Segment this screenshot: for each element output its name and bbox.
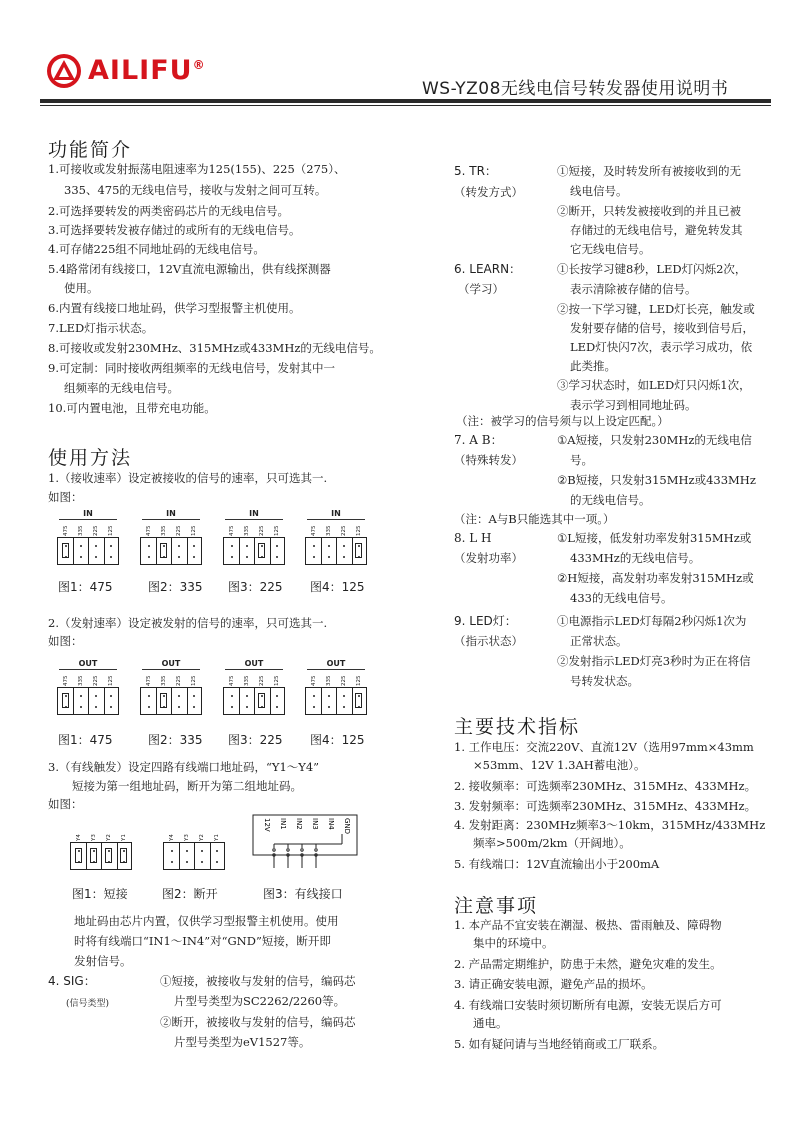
switch-pin-label: 125 bbox=[191, 675, 197, 686]
switch-divider bbox=[73, 687, 74, 715]
port-label: IN2 bbox=[295, 818, 303, 830]
list-item: 2. 产品需定期维护，防患于未然，避免灾难的发生。 bbox=[454, 957, 722, 971]
list-item: 3.可选择要转发被存储过的或所有的无线电信号。 bbox=[48, 223, 301, 237]
switch-title: OUT bbox=[161, 659, 181, 668]
sig-line: 片型号类型为SC2262/2260等。 bbox=[174, 994, 346, 1008]
figure-caption: 图2：335 bbox=[148, 733, 203, 747]
dip-switch-figure bbox=[305, 509, 367, 567]
switch-pin-label: 335 bbox=[161, 675, 167, 686]
switch-pin bbox=[110, 695, 112, 697]
switch-pin bbox=[231, 706, 233, 708]
switch-pin bbox=[193, 695, 195, 697]
tr-label: 5. TR： bbox=[454, 164, 497, 178]
switch-pin bbox=[80, 545, 82, 547]
switch-pin bbox=[80, 556, 82, 558]
list-item: 9.可定制：同时接收两组频率的无线电信号，发射其中一 bbox=[48, 361, 335, 375]
switch-pin bbox=[343, 556, 345, 558]
notes-list bbox=[454, 918, 722, 1057]
switch-pin bbox=[80, 706, 82, 708]
list-item: 2. 接收频率：可选频率230MHz、315MHz、433MHz。 bbox=[454, 779, 757, 793]
switch-pin-label: 475 bbox=[63, 525, 69, 536]
dip-switch-figure bbox=[140, 659, 202, 717]
header-rule-thick bbox=[40, 99, 771, 103]
switch-pin bbox=[246, 695, 248, 697]
features-list bbox=[48, 162, 381, 421]
switch-pin bbox=[343, 706, 345, 708]
switch-divider bbox=[239, 537, 240, 565]
figure-caption: 图1：475 bbox=[58, 580, 113, 594]
switch-pin-label: 335 bbox=[244, 525, 250, 536]
list-item: 5. 有线端口：12V直流输出小于200mA bbox=[454, 857, 660, 871]
usage-p3-line3: 如图： bbox=[48, 797, 83, 811]
switch-pin-label: 475 bbox=[146, 525, 152, 536]
switch-pin bbox=[328, 556, 330, 558]
jumper-cap bbox=[355, 543, 362, 558]
list-item: 7.LED灯指示状态。 bbox=[48, 321, 154, 335]
led-line: ①电源指示LED灯每隔2秒闪烁1次为 bbox=[557, 614, 747, 628]
figure-caption: 图3：有线接口 bbox=[263, 887, 343, 901]
logo-emblem-icon bbox=[46, 53, 82, 89]
tr-line: ②断开，只转发被接收到的并且已被 bbox=[557, 204, 741, 218]
figure-caption: 图1：短接 bbox=[72, 887, 128, 901]
lh-line: 433的无线电信号。 bbox=[570, 591, 673, 605]
lh-sublabel: （发射功率） bbox=[454, 551, 523, 565]
switch-pin-label: 335 bbox=[326, 525, 332, 536]
switch-divider bbox=[336, 537, 337, 565]
list-item: ×53mm、12V 1.3AH蓄电池）。 bbox=[473, 758, 646, 772]
led-line: ②发射指示LED灯亮3秒时为正在将信 bbox=[557, 654, 751, 668]
switch-pin bbox=[246, 706, 248, 708]
sig-line: 片型号类型为eV1527等。 bbox=[174, 1035, 311, 1049]
switch-pin-label: 335 bbox=[161, 525, 167, 536]
switch-pin-label: 475 bbox=[63, 675, 69, 686]
list-item: 3. 请正确安装电源，避免产品的损坏。 bbox=[454, 977, 653, 991]
switch-pin bbox=[95, 545, 97, 547]
learn-line: ②按一下学习键，LED灯长亮，触发或 bbox=[557, 302, 755, 316]
list-item: 频率>500m/2km（开阔地）。 bbox=[473, 836, 631, 850]
switch-divider bbox=[270, 687, 271, 715]
port-label: GND bbox=[343, 818, 351, 835]
switch-divider bbox=[88, 537, 89, 565]
list-item: 4. 有线端口安装时须切断所有电源，安装无误后方可 bbox=[454, 998, 722, 1012]
switch-pin-label: 225 bbox=[341, 525, 347, 536]
port-label: IN3 bbox=[311, 818, 319, 830]
lh-lines bbox=[557, 531, 754, 611]
figure-caption: 图2：断开 bbox=[162, 887, 218, 901]
tr-line: 它无线电信号。 bbox=[570, 242, 651, 256]
switch-pin bbox=[276, 706, 278, 708]
switch-pin-label: 225 bbox=[341, 675, 347, 686]
list-item: 通电。 bbox=[473, 1016, 508, 1030]
port-label: 12V bbox=[263, 818, 271, 832]
figure-caption: 图3：225 bbox=[228, 580, 283, 594]
switch-pin bbox=[178, 545, 180, 547]
switch-pin-label: 475 bbox=[311, 525, 317, 536]
learn-sublabel: （学习） bbox=[458, 282, 504, 296]
switch-divider bbox=[239, 687, 240, 715]
switch-pin-label: Y1 bbox=[214, 834, 220, 841]
learn-line: ①长按学习键8秒，LED灯闪烁2次， bbox=[557, 262, 747, 276]
ab-sublabel: （特殊转发） bbox=[454, 453, 523, 467]
switch-title: OUT bbox=[326, 659, 346, 668]
switch-pin bbox=[80, 695, 82, 697]
jumper-cap bbox=[355, 693, 362, 708]
switch-pin-label: 125 bbox=[274, 525, 280, 536]
list-item: 4. 发射距离：230MHz频率3～10km，315MHz/433MHz bbox=[454, 818, 766, 832]
switch-pin-label: 475 bbox=[311, 675, 317, 686]
ab-line: ②B短接，只发射315MHz或433MHz bbox=[557, 473, 756, 487]
lh-line: ②H短接，高发射功率发射315MHz或 bbox=[557, 571, 754, 585]
jumper-cap bbox=[105, 848, 112, 863]
switch-pin-label: Y2 bbox=[106, 834, 112, 841]
section-title-specs: 主要技术指标 bbox=[454, 716, 581, 738]
address-note-line1: 地址码由芯片内置，仅供学习型报警主机使用。使用 bbox=[74, 914, 339, 928]
switch-divider bbox=[352, 687, 353, 715]
switch-pin bbox=[110, 556, 112, 558]
switch-pin-label: 475 bbox=[229, 525, 235, 536]
jumper-cap bbox=[160, 543, 167, 558]
learn-label: 6. LEARN： bbox=[454, 262, 522, 276]
switch-title-rule bbox=[59, 519, 117, 520]
switch-title: IN bbox=[249, 509, 259, 518]
switch-pin-label: 225 bbox=[93, 525, 99, 536]
jumper-cap bbox=[258, 543, 265, 558]
list-item: 8.可接收或发射230MHz、315MHz或433MHz的无线电信号。 bbox=[48, 341, 381, 355]
switch-title: IN bbox=[83, 509, 93, 518]
switch-pin-label: Y1 bbox=[121, 834, 127, 841]
switch-pin bbox=[276, 556, 278, 558]
switch-pin bbox=[186, 850, 188, 852]
jumper-cap bbox=[62, 543, 69, 558]
dip-switch-figure bbox=[57, 509, 119, 567]
switch-divider bbox=[73, 537, 74, 565]
switch-pin bbox=[201, 850, 203, 852]
switch-divider bbox=[156, 537, 157, 565]
ab-lines bbox=[557, 433, 756, 513]
switch-pin bbox=[148, 556, 150, 558]
switch-divider bbox=[104, 537, 105, 565]
tr-line: 线电信号。 bbox=[570, 184, 628, 198]
list-item: 10.可内置电池，且带充电功能。 bbox=[48, 401, 216, 415]
led-sublabel: （指示状态） bbox=[454, 634, 523, 648]
figure-caption: 图1：475 bbox=[58, 733, 113, 747]
usage-p3-line2: 短接为第一组地址码，断开为第二组地址码。 bbox=[72, 779, 302, 793]
sig-line: ②断开，被接收与发射的信号，编码芯 bbox=[160, 1015, 356, 1029]
ab-label: 7. A B： bbox=[454, 433, 503, 447]
switch-pin bbox=[95, 706, 97, 708]
document-title: WS-YZ08无线电信号转发器使用说明书 bbox=[422, 79, 729, 99]
switch-pin bbox=[328, 706, 330, 708]
led-line: 正常状态。 bbox=[570, 634, 628, 648]
switch-pin-label: 475 bbox=[146, 675, 152, 686]
dip-switch-figure bbox=[223, 659, 285, 717]
ab-line: 的无线电信号。 bbox=[570, 493, 651, 507]
switch-pin-label: Y3 bbox=[184, 834, 190, 841]
switch-pin-label: 335 bbox=[326, 675, 332, 686]
switch-title-rule bbox=[59, 669, 117, 670]
switch-pin-label: 125 bbox=[191, 525, 197, 536]
usage-p2-line2: 如图： bbox=[48, 634, 83, 648]
sig-label: 4. SIG： bbox=[48, 974, 96, 988]
address-note-line3: 发射信号。 bbox=[74, 954, 132, 968]
learn-line: 此类推。 bbox=[570, 359, 616, 373]
list-item: 使用。 bbox=[64, 281, 99, 295]
list-item: 集中的环境中。 bbox=[473, 936, 554, 950]
switch-divider bbox=[210, 842, 211, 870]
list-item: 335、475的无线电信号，接收与发射之间可互转。 bbox=[64, 183, 327, 197]
switch-pin bbox=[95, 695, 97, 697]
switch-pin bbox=[231, 545, 233, 547]
switch-divider bbox=[101, 842, 102, 870]
switch-pin-label: 225 bbox=[259, 675, 265, 686]
led-lines bbox=[557, 614, 751, 694]
switch-pin bbox=[216, 861, 218, 863]
ab-line: ①A短接，只发射230MHz的无线电信 bbox=[557, 433, 752, 447]
switch-pin-label: 125 bbox=[274, 675, 280, 686]
switch-pin bbox=[328, 545, 330, 547]
switch-title: OUT bbox=[78, 659, 98, 668]
switch-pin bbox=[246, 545, 248, 547]
switch-pin bbox=[343, 545, 345, 547]
switch-pin bbox=[246, 556, 248, 558]
switch-divider bbox=[171, 537, 172, 565]
switch-pin-label: 335 bbox=[244, 675, 250, 686]
switch-pin-label: Y4 bbox=[169, 834, 175, 841]
switch-divider bbox=[321, 537, 322, 565]
header-rule-thin bbox=[40, 105, 771, 106]
switch-pin bbox=[276, 545, 278, 547]
switch-pin bbox=[148, 706, 150, 708]
led-line: 号转发状态。 bbox=[570, 674, 639, 688]
learn-line: 表示学习到相同地址码。 bbox=[570, 398, 697, 412]
switch-pin bbox=[171, 861, 173, 863]
switch-divider bbox=[171, 687, 172, 715]
learn-line: 发射要存储的信号，接收到信号后， bbox=[570, 321, 754, 335]
switch-title-rule bbox=[307, 669, 365, 670]
port-label: IN4 bbox=[327, 818, 335, 830]
switch-divider bbox=[270, 537, 271, 565]
switch-pin-label: 225 bbox=[259, 525, 265, 536]
switch-title: IN bbox=[166, 509, 176, 518]
switch-divider bbox=[336, 687, 337, 715]
dip-switch-figure bbox=[70, 814, 132, 872]
list-item: 6.内置有线接口地址码，供学习型报警主机使用。 bbox=[48, 301, 301, 315]
switch-divider bbox=[88, 687, 89, 715]
switch-divider bbox=[187, 687, 188, 715]
switch-divider bbox=[86, 842, 87, 870]
tr-lines bbox=[557, 164, 743, 262]
section-title-features: 功能简介 bbox=[48, 139, 133, 161]
switch-divider bbox=[117, 842, 118, 870]
switch-pin-label: 475 bbox=[229, 675, 235, 686]
switch-pin-label: Y2 bbox=[199, 834, 205, 841]
switch-pin bbox=[178, 706, 180, 708]
switch-divider bbox=[254, 687, 255, 715]
dip-switch-figure bbox=[140, 509, 202, 567]
switch-pin bbox=[313, 706, 315, 708]
switch-divider bbox=[321, 687, 322, 715]
switch-title-rule bbox=[225, 669, 283, 670]
switch-pin bbox=[313, 556, 315, 558]
switch-pin bbox=[193, 545, 195, 547]
switch-title: OUT bbox=[244, 659, 264, 668]
dip-switch-figure bbox=[223, 509, 285, 567]
dip-switch-figure bbox=[57, 659, 119, 717]
switch-divider bbox=[187, 537, 188, 565]
switch-pin-label: 225 bbox=[176, 525, 182, 536]
lh-line: ①L短接，低发射功率发射315MHz或 bbox=[557, 531, 752, 545]
brand-name: AILIFU® bbox=[88, 55, 206, 86]
switch-pin bbox=[110, 545, 112, 547]
sig-sublabel: (信号类型) bbox=[66, 999, 110, 1009]
learn-line: 表示清除被存储的信号。 bbox=[570, 282, 697, 296]
switch-pin bbox=[193, 556, 195, 558]
switch-pin-label: 335 bbox=[78, 525, 84, 536]
lh-label: 8. L H bbox=[454, 531, 492, 545]
list-item: 1. 工作电压：交流220V、直流12V（选用97mm×43mm bbox=[454, 740, 754, 754]
jumper-cap bbox=[120, 848, 127, 863]
port-label: IN1 bbox=[279, 818, 287, 830]
section-title-notes: 注意事项 bbox=[454, 895, 539, 917]
switch-pin bbox=[328, 695, 330, 697]
learn-note: （注：被学习的信号须与以上设定匹配。） bbox=[456, 414, 669, 428]
switch-pin-label: 125 bbox=[108, 675, 114, 686]
switch-pin bbox=[313, 545, 315, 547]
sig-line: ①短接，被接收与发射的信号，编码芯 bbox=[160, 974, 356, 988]
jumper-cap bbox=[258, 693, 265, 708]
usage-p1-line2: 如图： bbox=[48, 490, 83, 504]
switch-title-rule bbox=[307, 519, 365, 520]
brand-logo bbox=[46, 53, 82, 89]
switch-pin bbox=[216, 850, 218, 852]
address-note-line2: 时将有线端口“IN1～IN4”对“GND”短接，断开即 bbox=[74, 934, 331, 948]
switch-pin bbox=[186, 861, 188, 863]
tr-sublabel: （转发方式） bbox=[454, 185, 523, 199]
tr-line: 存储过的无线电信号，避免转发其 bbox=[570, 223, 743, 237]
switch-pin bbox=[231, 556, 233, 558]
switch-title: IN bbox=[331, 509, 341, 518]
led-label: 9. LED灯： bbox=[454, 614, 517, 628]
list-item: 4.可存储225组不同地址码的无线电信号。 bbox=[48, 242, 265, 256]
wired-port-diagram bbox=[252, 814, 358, 870]
switch-pin-label: 125 bbox=[108, 525, 114, 536]
switch-pin bbox=[178, 556, 180, 558]
switch-divider bbox=[352, 537, 353, 565]
switch-pin bbox=[171, 850, 173, 852]
switch-pin-label: 125 bbox=[356, 525, 362, 536]
list-item: 1.可接收或发射振荡电阻速率为125(155)、225（275）、 bbox=[48, 162, 346, 176]
list-item: 5.4路常闭有线接口，12V直流电源输出，供有线探测器 bbox=[48, 262, 331, 276]
lh-line: 433MHz的无线电信号。 bbox=[570, 551, 701, 565]
usage-p1-line1: 1.（接收速率）设定被接收的信号的速率，只可选其一. bbox=[48, 471, 328, 485]
switch-title-rule bbox=[142, 669, 200, 670]
usage-p2-line1: 2.（发射速率）设定被发射的信号的速率，只可选其一. bbox=[48, 616, 328, 630]
switch-pin bbox=[178, 695, 180, 697]
figure-caption: 图4：125 bbox=[310, 733, 365, 747]
switch-pin-label: 125 bbox=[356, 675, 362, 686]
learn-line: ③学习状态时，如LED灯只闪烁1次， bbox=[557, 378, 751, 392]
switch-pin bbox=[95, 556, 97, 558]
switch-title-rule bbox=[225, 519, 283, 520]
switch-pin bbox=[343, 695, 345, 697]
switch-pin-label: Y3 bbox=[91, 834, 97, 841]
list-item: 2.可选择要转发的两类密码芯片的无线电信号。 bbox=[48, 204, 289, 218]
jumper-cap bbox=[62, 693, 69, 708]
switch-divider bbox=[104, 687, 105, 715]
figure-caption: 图4：125 bbox=[310, 580, 365, 594]
switch-divider bbox=[156, 687, 157, 715]
switch-pin-label: Y4 bbox=[76, 834, 82, 841]
list-item: 1. 本产品不宜安装在潮湿、极热、雷雨触及、障碍物 bbox=[454, 918, 722, 932]
switch-pin bbox=[148, 695, 150, 697]
ab-note: （注：A与B只能选其中一项。） bbox=[454, 512, 615, 526]
switch-pin bbox=[110, 706, 112, 708]
jumper-cap bbox=[90, 848, 97, 863]
switch-divider bbox=[179, 842, 180, 870]
switch-divider bbox=[194, 842, 195, 870]
tr-line: ①短接，及时转发所有被接收到的无 bbox=[557, 164, 741, 178]
dip-switch-figure bbox=[163, 814, 225, 872]
switch-divider bbox=[254, 537, 255, 565]
learn-line: LED灯快闪7次，表示学习成功，依 bbox=[570, 340, 753, 354]
section-title-usage: 使用方法 bbox=[48, 447, 133, 469]
spec-list bbox=[454, 740, 765, 877]
switch-pin bbox=[201, 861, 203, 863]
list-item: 3. 发射频率：可选频率230MHz、315MHz、433MHz。 bbox=[454, 799, 757, 813]
switch-pin bbox=[231, 695, 233, 697]
usage-p3-line1: 3.（有线触发）设定四路有线端口地址码，“Y1～Y4” bbox=[48, 760, 320, 774]
switch-pin bbox=[276, 695, 278, 697]
jumper-cap bbox=[75, 848, 82, 863]
ab-line: 号。 bbox=[570, 453, 593, 467]
figure-caption: 图3：225 bbox=[228, 733, 283, 747]
switch-pin bbox=[313, 695, 315, 697]
figure-caption: 图2：335 bbox=[148, 580, 203, 594]
switch-pin-label: 225 bbox=[93, 675, 99, 686]
dip-switch-figure bbox=[305, 659, 367, 717]
switch-title-rule bbox=[142, 519, 200, 520]
switch-pin bbox=[148, 545, 150, 547]
learn-lines bbox=[557, 262, 755, 418]
jumper-cap bbox=[160, 693, 167, 708]
switch-pin-label: 335 bbox=[78, 675, 84, 686]
list-item: 5. 如有疑问请与当地经销商或工厂联系。 bbox=[454, 1037, 665, 1051]
list-item: 组频率的无线电信号。 bbox=[64, 381, 179, 395]
switch-pin bbox=[193, 706, 195, 708]
switch-pin-label: 225 bbox=[176, 675, 182, 686]
